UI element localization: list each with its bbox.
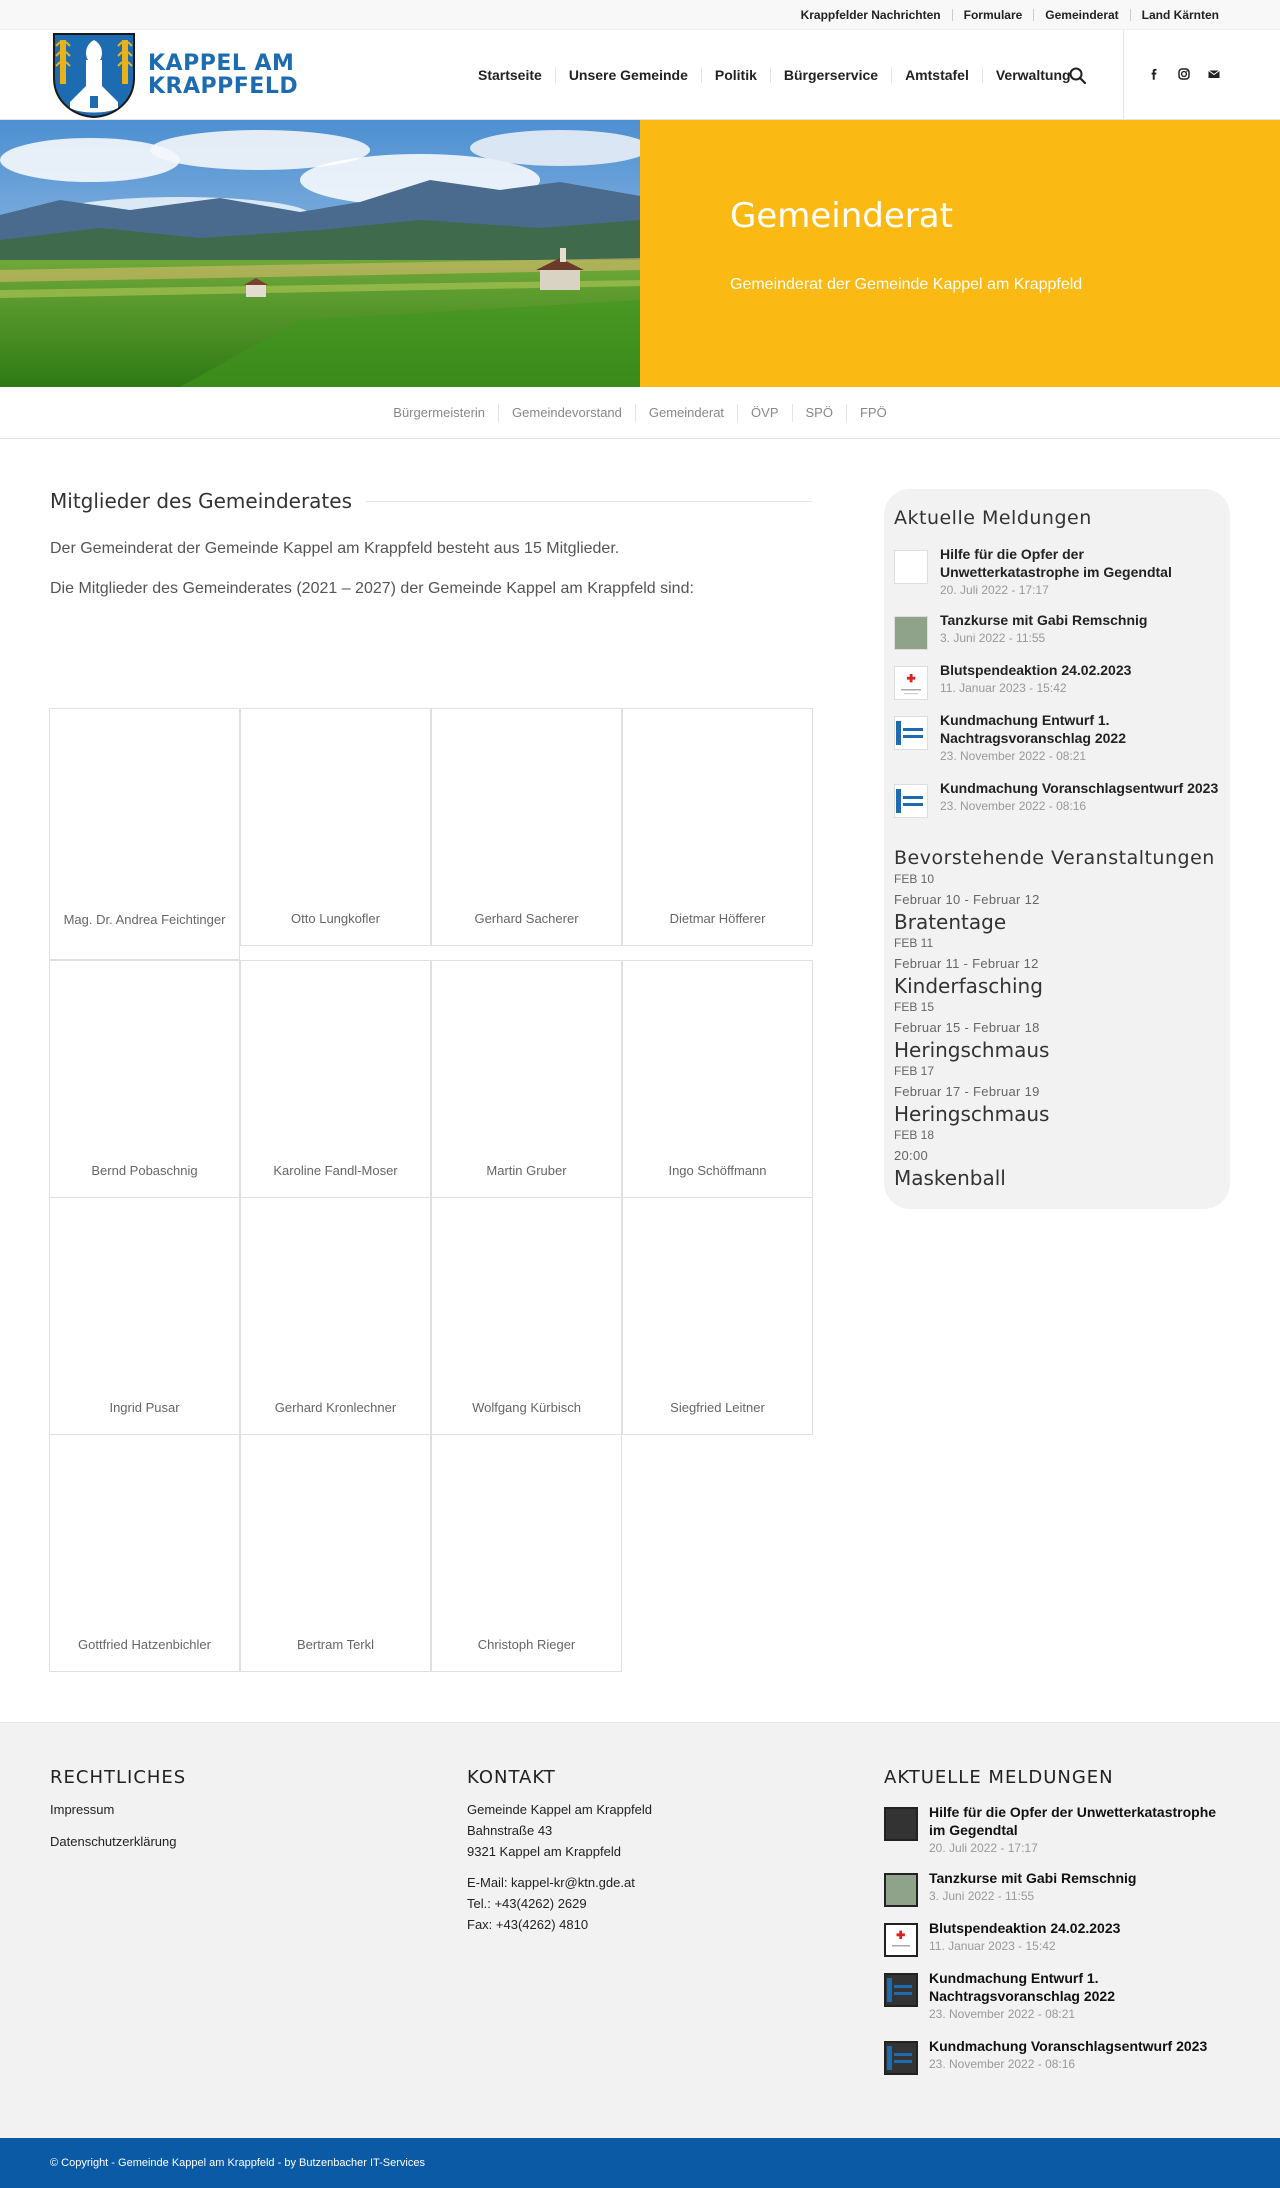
member-name: Gerhard Kronlechner [274, 1400, 397, 1415]
intro-paragraph-2: Die Mitglieder des Gemeinderates (2021 – 2027) der Gemeinde Kappel am Krappfeld sind: [50, 580, 694, 597]
news-date: 23. November 2022 - 08:21 [929, 2007, 1076, 2021]
member-name: Martin Gruber [486, 1163, 567, 1178]
facebook-icon[interactable] [1143, 63, 1165, 85]
top-link-land-kaernten[interactable]: Land Kärnten [1130, 9, 1230, 21]
news-thumbnail [884, 1923, 918, 1957]
member-card[interactable] [240, 1197, 431, 1435]
member-card[interactable] [240, 708, 431, 946]
member-card[interactable] [49, 708, 240, 960]
footer-contact-heading: KONTAKT [467, 1767, 556, 1788]
section-heading [50, 488, 812, 514]
sub-nav [0, 387, 1280, 439]
news-date: 3. Juni 2022 - 11:55 [929, 1889, 1035, 1903]
news-item[interactable] [894, 611, 1224, 647]
event-range: Februar 17 - Februar 19 [894, 1084, 1040, 1099]
news-item[interactable] [894, 661, 1224, 697]
datenschutz-link[interactable]: Datenschutzerklärung [50, 1834, 177, 1849]
impressum-link[interactable]: Impressum [50, 1802, 115, 1817]
news-title[interactable]: Tanzkurse mit Gabi Remschnig [940, 612, 1148, 628]
footer-news-heading: AKTUELLE MELDUNGEN [884, 1767, 1114, 1788]
social-links [1143, 63, 1225, 85]
news-date: 23. November 2022 - 08:16 [940, 799, 1087, 813]
nav-unsere-gemeinde[interactable]: Unsere Gemeinde [555, 67, 701, 83]
member-name: Gerhard Sacherer [474, 911, 579, 926]
news-title[interactable]: Tanzkurse mit Gabi Remschnig [929, 1870, 1137, 1886]
news-date: 23. November 2022 - 08:21 [940, 749, 1087, 763]
news-title[interactable]: Blutspendeaktion 24.02.2023 [929, 1920, 1121, 1936]
member-card[interactable] [49, 1434, 240, 1672]
member-card[interactable] [622, 708, 813, 946]
member-name: Mag. Dr. Andrea Feichtinger [63, 912, 226, 927]
news-thumbnail [894, 716, 928, 750]
member-name: Ingrid Pusar [109, 1400, 180, 1415]
nav-verwaltung[interactable]: Verwaltung [982, 67, 1084, 83]
sidebar [884, 489, 1230, 1209]
event-day: FEB 18 [894, 1128, 935, 1142]
contact-name: Gemeinde Kappel am Krappfeld [467, 1802, 653, 1817]
contact-street: Bahnstraße 43 [467, 1823, 553, 1838]
member-card[interactable] [49, 1197, 240, 1435]
news-item[interactable] [894, 711, 1224, 765]
landscape-photo [0, 120, 640, 387]
intro-paragraph-1: Der Gemeinderat der Gemeinde Kappel am Krappfeld besteht aus 15 Mitglieder. [50, 540, 620, 557]
event-day: FEB 11 [894, 936, 934, 950]
hero-banner [0, 120, 1280, 387]
event-title[interactable]: Heringschmaus [894, 1102, 1050, 1126]
news-title[interactable]: Blutspendeaktion 24.02.2023 [940, 662, 1132, 678]
news-thumbnail [884, 2041, 918, 2075]
contact-phone: Tel.: +43(4262) 2629 [467, 1896, 587, 1911]
page-subtitle: Gemeinderat der Gemeinde Kappel am Krappfeld [730, 276, 1083, 293]
top-link-nachrichten[interactable]: Krappfelder Nachrichten [800, 8, 941, 22]
news-date: 23. November 2022 - 08:16 [929, 2057, 1076, 2071]
news-title[interactable]: Kundmachung Voranschlagsentwurf 2023 [940, 780, 1219, 796]
event-range: Februar 15 - Februar 18 [894, 1020, 1040, 1035]
member-name: Otto Lungkofler [291, 911, 380, 926]
news-thumbnail [894, 616, 928, 650]
event-range: Februar 11 - Februar 12 [894, 956, 1039, 971]
member-name: Ingo Schöffmann [668, 1163, 767, 1178]
event-day: FEB 17 [894, 1064, 935, 1078]
heading-rule [366, 501, 812, 502]
subnav-oevp[interactable]: ÖVP [737, 404, 791, 422]
nav-buergerservice[interactable]: Bürgerservice [770, 67, 891, 83]
news-date: 11. Januar 2023 - 15:42 [940, 681, 1067, 695]
member-card[interactable] [622, 960, 813, 1198]
event-day: FEB 15 [894, 1000, 935, 1014]
member-name: Bernd Pobaschnig [91, 1163, 198, 1178]
contact-city: 9321 Kappel am Krappfeld [467, 1844, 621, 1859]
main-nav [465, 30, 1084, 120]
site-header [0, 30, 1280, 120]
member-name: Christoph Rieger [477, 1637, 576, 1652]
member-card[interactable] [240, 1434, 431, 1672]
member-card[interactable] [622, 1197, 813, 1435]
page-title: Gemeinderat [730, 196, 953, 236]
members-heading: Mitglieder des Gemeinderates [50, 489, 352, 513]
nav-amtstafel[interactable]: Amtstafel [891, 67, 982, 83]
member-name: Gottfried Hatzenbichler [78, 1637, 211, 1652]
news-thumbnail [884, 1807, 918, 1841]
event-title[interactable]: Heringschmaus [894, 1038, 1050, 1062]
mail-icon[interactable] [1203, 63, 1225, 85]
event-title[interactable]: Bratentage [894, 910, 1007, 934]
site-footer [0, 1722, 1280, 2138]
contact-fax: Fax: +43(4262) 4810 [467, 1917, 589, 1932]
logo-line-2: KRAPPFELD [148, 74, 299, 99]
member-card[interactable] [431, 1434, 622, 1672]
footer-news-item[interactable] [884, 1869, 1230, 1905]
nav-politik[interactable]: Politik [701, 67, 770, 83]
subnav-gemeindevorstand[interactable]: Gemeindevorstand [498, 404, 635, 422]
news-date: 20. Juli 2022 - 17:17 [929, 1841, 1038, 1855]
member-card[interactable] [240, 960, 431, 1198]
member-name: Karoline Fandl-Moser [273, 1163, 398, 1178]
news-title[interactable]: Kundmachung Entwurf 1. Nachtragsvoranschlag 2022 [929, 1970, 1115, 2004]
logo-text [148, 52, 298, 98]
hero-panel [640, 120, 1280, 387]
news-item[interactable] [894, 779, 1224, 815]
footer-news-item[interactable] [884, 1919, 1230, 1955]
member-name: Dietmar Höfferer [669, 911, 766, 926]
news-thumbnail [894, 666, 928, 700]
subnav-gemeinderat[interactable]: Gemeinderat [635, 404, 737, 422]
news-title[interactable]: Kundmachung Voranschlagsentwurf 2023 [929, 2038, 1208, 2054]
footer-news-item[interactable] [884, 1803, 1230, 1853]
news-item[interactable] [894, 545, 1224, 597]
news-date: 11. Januar 2023 - 15:42 [929, 1939, 1056, 1953]
news-title[interactable]: Kundmachung Entwurf 1. Nachtragsvoranschlag 2022 [940, 712, 1126, 746]
copyright-bar [0, 2138, 1280, 2188]
footer-legal-heading: RECHTLICHES [50, 1767, 187, 1788]
subnav-buergermeisterin[interactable]: Bürgermeisterin [393, 405, 486, 420]
footer-news-item[interactable] [884, 1969, 1230, 2023]
footer-news-item[interactable] [884, 2037, 1230, 2073]
copyright-text: © Copyright - Gemeinde Kappel am Krappfeld - by Butzenbacher IT-Services [50, 2157, 425, 2169]
news-thumbnail [884, 1873, 918, 1907]
logo-line-1: KAPPEL AM [148, 51, 295, 76]
event-range: Februar 10 - Februar 12 [894, 892, 1040, 907]
member-name: Bertram Terkl [296, 1637, 375, 1652]
subnav-fpoe[interactable]: FPÖ [846, 404, 900, 422]
search-icon[interactable] [1068, 66, 1088, 86]
site-logo[interactable] [50, 32, 299, 118]
news-date: 20. Juli 2022 - 17:17 [940, 583, 1049, 597]
event-day: FEB 10 [894, 872, 935, 886]
subnav-spoe[interactable]: SPÖ [792, 404, 846, 422]
member-card[interactable] [431, 960, 622, 1198]
member-card[interactable] [49, 960, 240, 1198]
news-title[interactable]: Hilfe für die Opfer der Unwetterkatastrophe im Gegendtal [929, 1804, 1217, 1838]
top-link-gemeinderat[interactable]: Gemeinderat [1033, 9, 1129, 21]
news-heading: Aktuelle Meldungen [894, 507, 1092, 529]
news-thumbnail [894, 550, 928, 584]
header-divider [1123, 30, 1124, 120]
member-name: Siegfried Leitner [670, 1400, 765, 1415]
coat-of-arms-icon [50, 32, 138, 118]
instagram-icon[interactable] [1173, 63, 1195, 85]
event-title[interactable]: Kinderfasching [894, 974, 1043, 998]
member-card[interactable] [431, 708, 622, 946]
top-link-formulare[interactable]: Formulare [952, 9, 1034, 21]
news-date: 3. Juni 2022 - 11:55 [940, 631, 1046, 645]
member-name: Wolfgang Kürbisch [472, 1400, 581, 1415]
event-range: 20:00 [894, 1148, 929, 1163]
news-thumbnail [884, 1973, 918, 2007]
member-card[interactable] [431, 1197, 622, 1435]
news-thumbnail [894, 784, 928, 818]
top-links [790, 0, 1230, 30]
top-bar [0, 0, 1280, 30]
events-heading: Bevorstehende Veranstaltungen [894, 847, 1215, 869]
contact-email[interactable]: E-Mail: kappel-kr@ktn.gde.at [467, 1875, 635, 1890]
event-title[interactable]: Maskenball [894, 1166, 1006, 1190]
nav-startseite[interactable]: Startseite [478, 67, 542, 83]
news-title[interactable]: Hilfe für die Opfer der Unwetterkatastrophe im Gegendtal [940, 546, 1172, 580]
